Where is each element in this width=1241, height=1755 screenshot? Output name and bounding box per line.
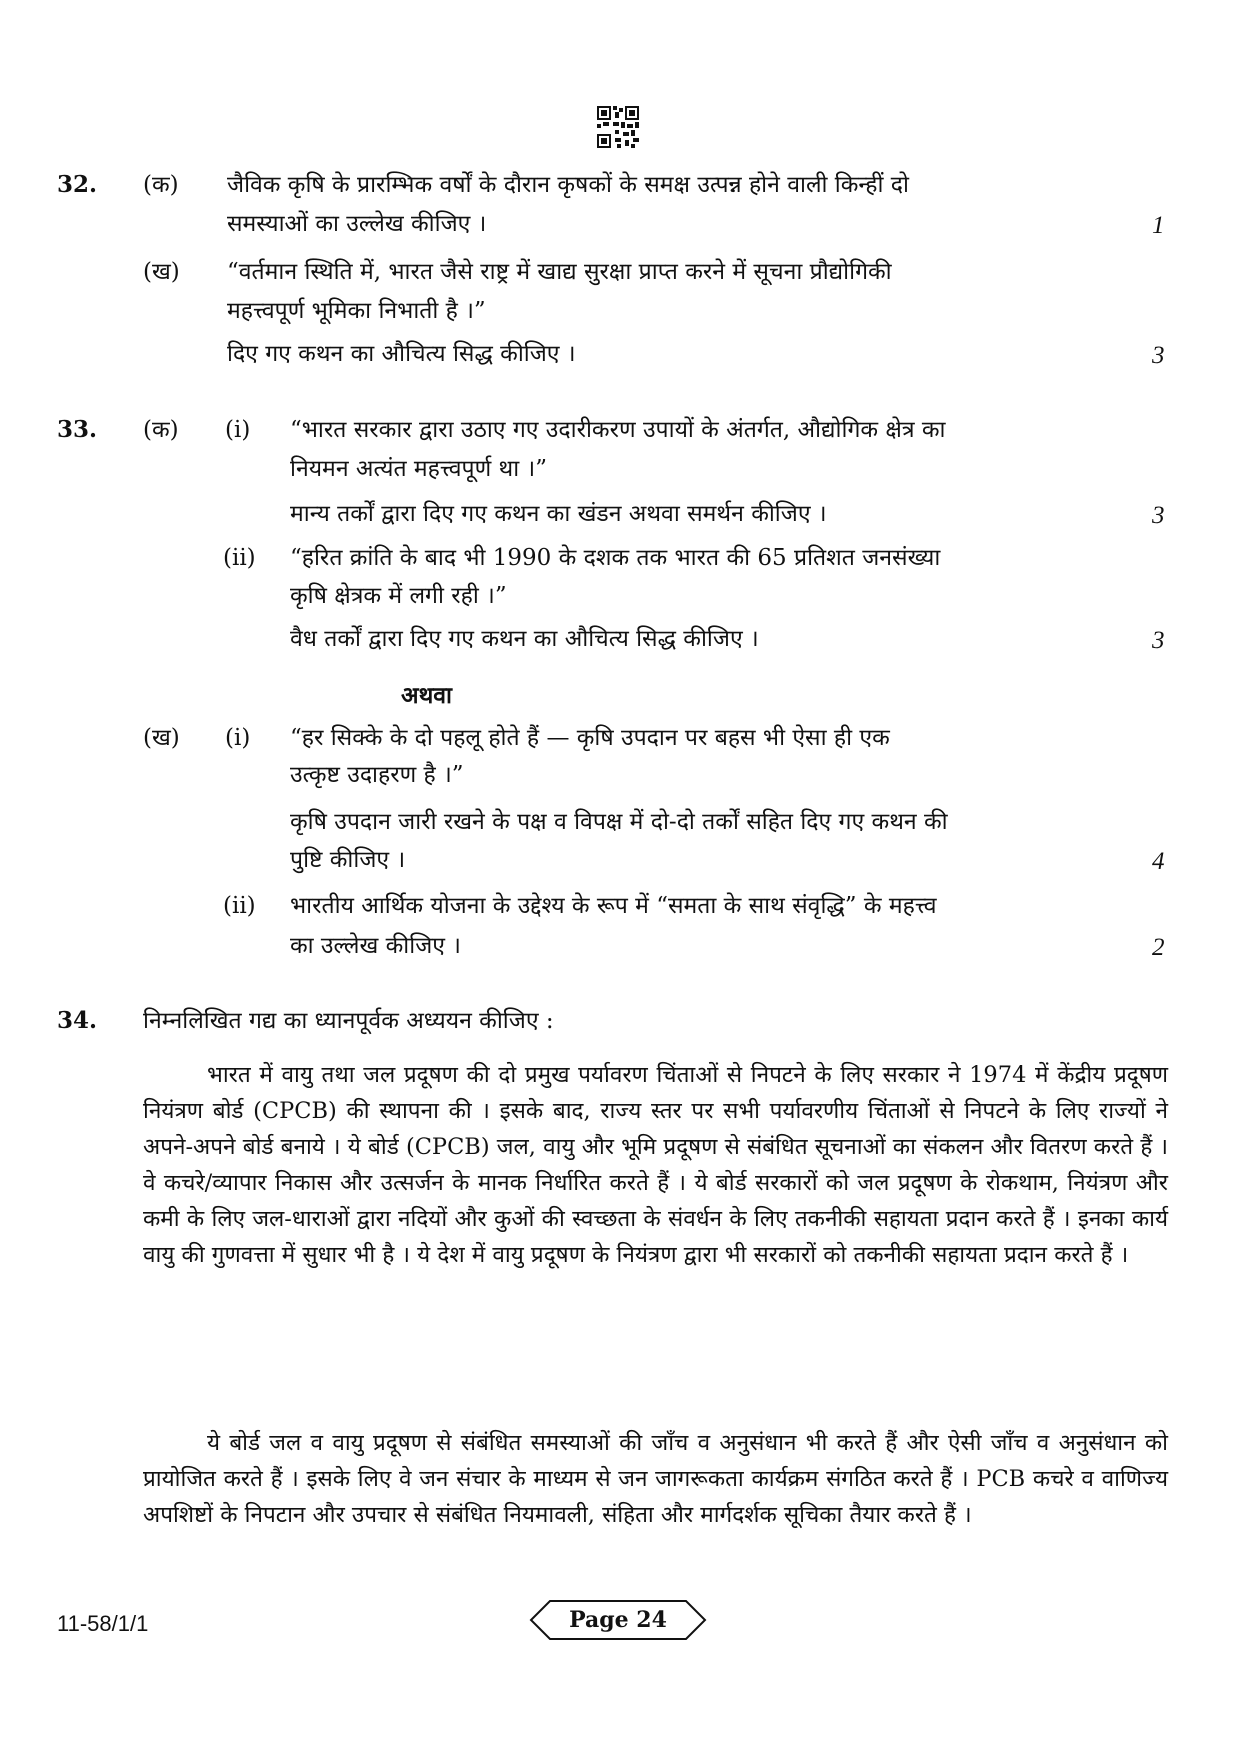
q32-a-line1: जैविक कृषि के प्रारम्भिक वर्षों के दौरान कृषकों के समक्ष उत्पन्न होने वाली किन्हीं दो <box>227 172 909 198</box>
question-number-32: 32. <box>57 171 98 198</box>
q32-a-label: (क) <box>143 172 179 198</box>
q33-a-i-line3: मान्य तर्कों द्वारा दिए गए कथन का खंडन अथवा समर्थन कीजिए । <box>290 501 827 527</box>
q33-a-ii-marks: 3 <box>1152 627 1165 654</box>
q34-passage-paragraph-2: ये बोर्ड जल व वायु प्रदूषण से संबंधित समस्याओं की जाँच व अनुसंधान भी करते हैं और ऐसी जाँच व अनुसंधान को प्रायोजित करते हैं । इसके लिए वे जन संचार के माध्यम से जन जागरूकता कार्यक्रम संगठित करते हैं । PCB कचरे व वाणिज्य अपशिष्टों के निपटान और उपचार से संबंधित नियमावली, संहिता और मार्गदर्शक सूचिका तैयार करते हैं । <box>143 1430 1168 1528</box>
q32-b-line2: महत्त्वपूर्ण भूमिका निभाती है ।” <box>227 298 486 324</box>
or-divider: अथवा <box>401 682 453 709</box>
q32-a-marks: 1 <box>1152 212 1165 239</box>
question-number-33: 33. <box>57 416 98 443</box>
q33-b-ii-label: (ii) <box>223 893 256 919</box>
q33-b-ii-marks: 2 <box>1152 934 1165 961</box>
qr-code-icon <box>597 106 639 148</box>
q33-b-ii-line2: का उल्लेख कीजिए । <box>290 933 462 959</box>
q32-b-line3: दिए गए कथन का औचित्य सिद्ध कीजिए । <box>227 341 576 367</box>
q33-a-ii-line1: “हरित क्रांति के बाद भी 1990 के दशक तक भारत की 65 प्रतिशत जनसंख्या <box>290 545 941 571</box>
q33-b-ii-line1: भारतीय आर्थिक योजना के उद्देश्य के रूप में “समता के साथ संवृद्धि” के महत्त्व <box>290 893 937 919</box>
page-number: Page 24 <box>569 1607 667 1633</box>
q33-a-i-line2: नियमन अत्यंत महत्त्वपूर्ण था ।” <box>290 456 547 482</box>
page-number-badge <box>528 1598 708 1642</box>
q33-b-i-line3: कृषि उपदान जारी रखने के पक्ष व विपक्ष में दो-दो तर्कों सहित दिए गए कथन की <box>290 809 948 835</box>
q33-b-label: (ख) <box>143 725 180 751</box>
q33-a-i-label: (i) <box>225 417 251 443</box>
paper-code: 11-58/1/1 <box>57 1611 149 1636</box>
q32-a-line2: समस्याओं का उल्लेख कीजिए । <box>227 211 487 237</box>
q33-a-i-marks: 3 <box>1152 502 1165 529</box>
q33-b-i-line1: “हर सिक्के के दो पहलू होते हैं — कृषि उपदान पर बहस भी ऐसा ही एक <box>290 725 890 751</box>
q32-b-marks: 3 <box>1152 342 1165 369</box>
q33-a-ii-line3: वैध तर्कों द्वारा दिए गए कथन का औचित्य सिद्ध कीजिए । <box>290 626 759 652</box>
q32-b-line1: “वर्तमान स्थिति में, भारत जैसे राष्ट्र में खाद्य सुरक्षा प्राप्त करने में सूचना प्रौद्योगिकी <box>227 259 892 285</box>
q33-b-i-line2: उत्कृष्ट उदाहरण है ।” <box>290 762 464 788</box>
q33-a-ii-label: (ii) <box>223 545 256 571</box>
q34-instruction: निम्नलिखित गद्य का ध्यानपूर्वक अध्ययन कीजिए : <box>143 1008 554 1034</box>
q33-a-label: (क) <box>143 417 179 443</box>
q33-b-i-line4: पुष्टि कीजिए । <box>290 847 406 873</box>
q33-a-ii-line2: कृषि क्षेत्रक में लगी रही ।” <box>290 583 507 609</box>
q34-passage-paragraph-1: भारत में वायु तथा जल प्रदूषण की दो प्रमुख पर्यावरण चिंताओं से निपटने के लिए सरकार ने 1974 में केंद्रीय प्रदूषण नियंत्रण बोर्ड (CPCB) की स्थापना की । इसके बाद, राज्य स्तर पर सभी पर्यावरणीय चिंताओं से निपटने के लिए राज्यों ने अपने-अपने बोर्ड बनाये । ये बोर्ड (CPCB) जल, वायु और भूमि प्रदूषण से संबंधित सूचनाओं का संकलन और वितरण करते हैं । वे कचरे/व्यापार निकास और उत्सर्जन के मानक निर्धारित करते हैं । ये बोर्ड सरकारों को जल प्रदूषण के रोकथाम, नियंत्रण और कमी के लिए जल-धाराओं द्वारा नदियों और कुओं की स्वच्छता के संवर्धन के लिए तकनीकी सहायता प्रदान करते हैं । इनका कार्य वायु की गुणवत्ता में सुधार भी है । ये देश में वायु प्रदूषण के नियंत्रण द्वारा भी सरकारों को तकनीकी सहायता प्रदान करते हैं । <box>143 1062 1168 1268</box>
question-number-34: 34. <box>57 1007 98 1034</box>
q33-a-i-line1: “भारत सरकार द्वारा उठाए गए उदारीकरण उपायों के अंतर्गत, औद्योगिक क्षेत्र का <box>290 417 946 443</box>
q33-b-i-label: (i) <box>225 725 251 751</box>
q33-b-i-marks: 4 <box>1152 848 1165 875</box>
q32-b-label: (ख) <box>143 259 180 285</box>
